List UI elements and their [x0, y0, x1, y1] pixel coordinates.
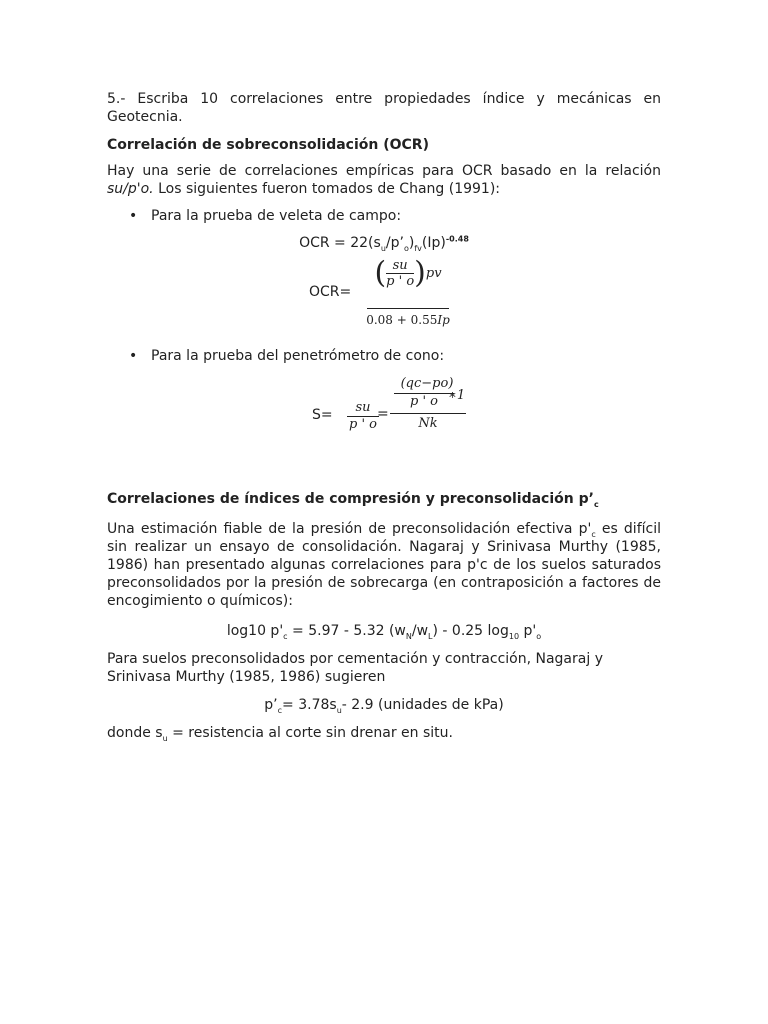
section2-para3-sub: u — [162, 733, 168, 743]
section2-heading-sub: c — [593, 499, 599, 509]
eq2-denominator-value: 0.08 + 0.55 — [366, 313, 438, 327]
eq2-main-fraction-line — [367, 308, 449, 309]
section2-paragraph-2: Para suelos preconsolidados por cementación y contracción, Nagaraj y Srinivasa Murthy (1985, 1986) sugieren — [107, 651, 603, 685]
equation-ocr-veleta — [107, 234, 661, 252]
eq4-b: = 5.97 - 5.32 (w — [287, 623, 406, 639]
eq2-denominator-ip: Ip — [437, 313, 450, 327]
bullet-veleta-text: Para la prueba de veleta de campo: — [151, 208, 402, 224]
eq2-su-po-fraction — [386, 258, 414, 289]
intro-paragraph: 5.- Escriba 10 correlaciones entre propiedades índice y mecánicas en Geotecnia. — [107, 91, 661, 125]
eq2-lhs: OCR= — [309, 284, 352, 300]
section2-para3-a: donde s — [107, 725, 163, 741]
eq5-a: p’ — [264, 697, 278, 713]
section2-paragraph-3 — [107, 724, 661, 742]
eq3-lhs: S= — [312, 407, 333, 423]
eq1-exponent: -0.48 — [445, 234, 469, 244]
eq4-sub-l: L — [428, 631, 433, 641]
eq2-paren-right: ) — [414, 255, 426, 291]
eq4-d: ) - 0.25 log — [432, 623, 509, 639]
eq2-po: p ' o — [386, 274, 415, 289]
eq5-b: = 3.78s — [282, 697, 337, 713]
eq3-nk: Nk — [418, 416, 438, 431]
eq4-a: log10 p' — [226, 623, 284, 639]
eq4-c: /w — [411, 623, 429, 639]
bullet-cono-text: Para la prueba del penetrómetro de cono: — [151, 348, 445, 364]
document-page — [107, 90, 661, 742]
bullet-dot: • — [129, 208, 138, 224]
eq3-minus: − — [421, 376, 433, 391]
eq1-sub-fv: fv — [414, 243, 422, 253]
eq2-denominator — [357, 313, 459, 327]
eq3-paren-close: ) — [448, 376, 454, 391]
eq2-su: su — [392, 258, 408, 273]
eq3-paren-open: ( — [400, 376, 406, 391]
eq1-ip: (Ip) — [421, 235, 446, 251]
eq4-sub-c: c — [283, 631, 288, 641]
section2-para3-b: = resistencia al corte sin drenar en situ. — [167, 725, 453, 741]
section1-heading: Correlación de sobreconsolidación (OCR) — [107, 137, 429, 153]
eq4-sub-n: N — [405, 631, 412, 641]
eq3-po2: po — [432, 376, 449, 391]
section2-paragraph-1 — [107, 520, 661, 610]
section2-para1-a: Una estimación fiable de la presión de preconsolidación efectiva p' — [107, 521, 592, 537]
eq5-sub-c: c — [277, 705, 283, 715]
eq2-pv: pv — [425, 266, 442, 281]
eq3-su: su — [355, 400, 371, 415]
eq2-numerator — [365, 255, 451, 291]
eq3-po3: p ' o — [410, 394, 438, 409]
eq3-main-line — [390, 413, 466, 414]
eq5-sub-u: u — [336, 705, 342, 715]
eq1-lhs: OCR = 22(s — [299, 235, 381, 251]
eq4-sub-10: 10 — [508, 631, 520, 641]
eq1-mid: /p’ — [385, 235, 404, 251]
eq1-close: ) — [408, 235, 415, 251]
section2-heading-text: Correlaciones de índices de compresión y preconsolidación p’ — [107, 491, 594, 507]
section2-para1-b: es difícil sin realizar un ensayo de consolidación. Nagaraj y Srinivasa Murthy (1985, 1986) han presentado algunas correlaciones para p'c de los suelos saturados preconsolidados por la presión de sobrecarga (en contraposición a factores de encogimiento o químicos): — [107, 521, 661, 609]
equation-log-pc — [107, 622, 661, 640]
section2-para1-sub: c — [591, 529, 596, 539]
eq2-paren-left: ( — [374, 255, 387, 291]
ratio-su-po: su/p'o. — [107, 181, 154, 197]
bullet-dot: • — [129, 348, 138, 364]
section2-heading — [107, 490, 661, 508]
eq4-e: p' — [519, 623, 537, 639]
bullet-cono — [107, 348, 661, 364]
eq3-po: p ' o — [349, 417, 377, 432]
equation-pc-cementation — [107, 696, 661, 714]
eq3-qc: qc — [405, 376, 422, 391]
equation-s-cone — [107, 376, 661, 452]
eq1-sub-o: o — [403, 243, 409, 253]
equation-ocr-fraction — [107, 255, 661, 334]
eq4-sub-o: o — [536, 631, 542, 641]
eq3-equals: = — [377, 406, 389, 422]
bullet-veleta — [107, 208, 661, 224]
section1-paragraph-text-b: Los siguientes fueron tomados de Chang (1991): — [153, 181, 500, 197]
eq5-c: - 2.9 (unidades de kPa) — [341, 697, 504, 713]
section1-paragraph — [107, 162, 661, 198]
eq1-sub-u: u — [380, 243, 386, 253]
eq3-times-one: ∗1 — [448, 388, 466, 403]
section1-paragraph-text-a: Hay una serie de correlaciones empíricas para OCR basado en la relación — [107, 163, 661, 179]
eq3-su-po-fraction — [347, 400, 379, 433]
